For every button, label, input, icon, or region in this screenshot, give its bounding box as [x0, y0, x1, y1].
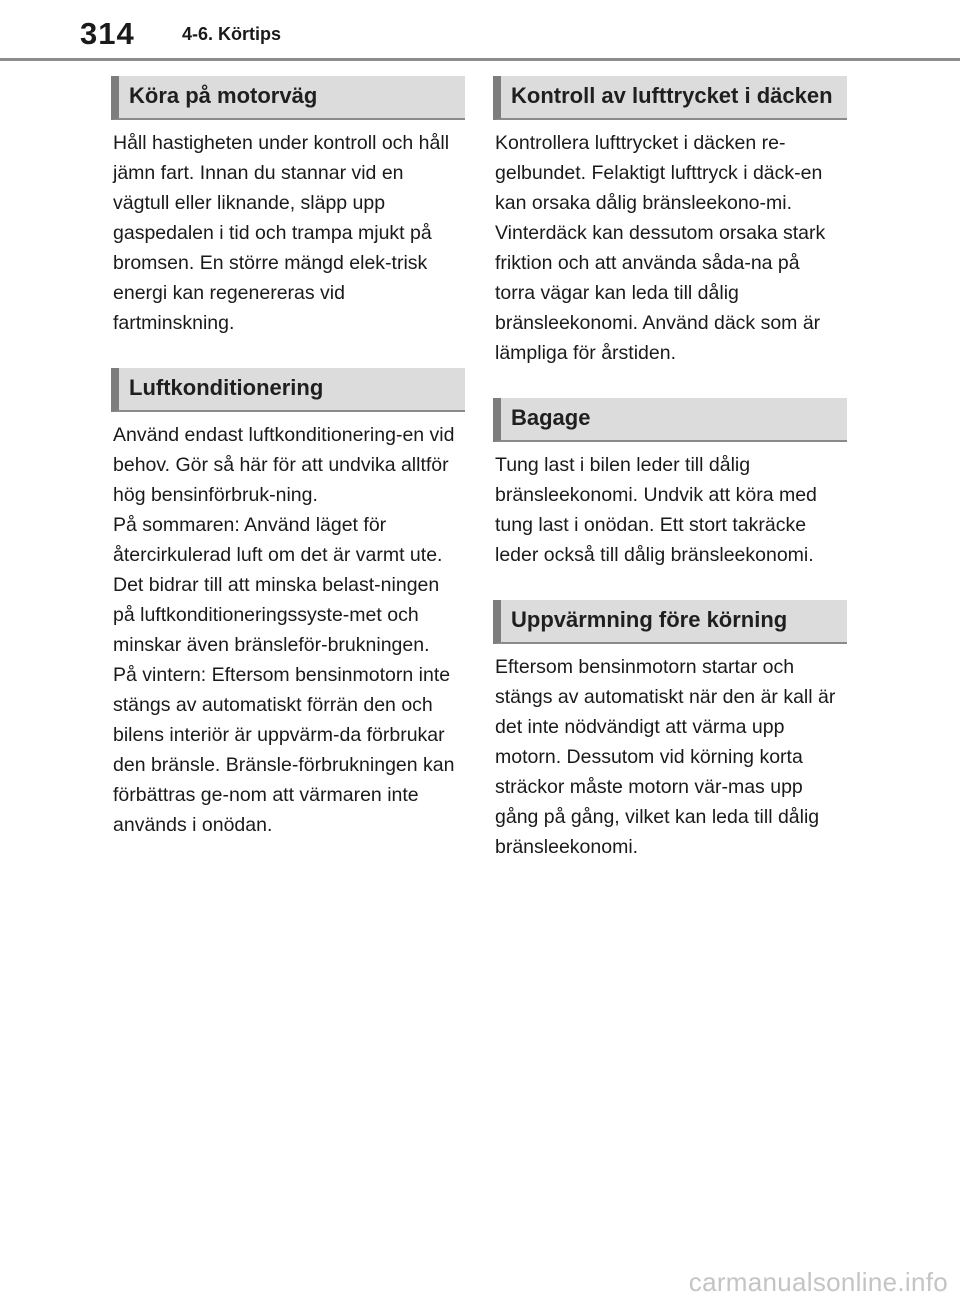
heading-luftkonditionering: Luftkonditionering: [111, 368, 465, 412]
left-column: [111, 76, 465, 840]
heading-bagage: Bagage: [493, 398, 847, 442]
body-luftkonditionering: [111, 420, 465, 840]
paragraph: Eftersom bensinmotorn startar och stängs av automatiskt när den är kall är det inte nödvändigt att värma upp motorn. Dessutom vid körning korta sträckor måste motorn vär-mas upp gång på gång, vilket kan leda till dålig bränsleekonomi.: [495, 656, 836, 858]
paragraph: Använd endast luftkonditionering-en vid behov. Gör så här för att undvika alltför hög bensinförbruk-ning.: [113, 424, 455, 506]
body-kontroll-av-lufttrycket: [493, 128, 847, 368]
watermark: carmanualsonline.info: [688, 1267, 948, 1297]
right-column: [493, 76, 847, 862]
paragraph: På sommaren: Använd läget för återcirkulerad luft om det är varmt ute. Det bidrar till att minska belast-ningen på luftkonditioneringssyste-met och minskar även bränsleför-brukningen.: [113, 514, 443, 656]
paragraph: Kontrollera lufttrycket i däcken re-gelbundet. Felaktigt lufttryck i däck-en kan orsaka dålig bränsleekono-mi.: [495, 132, 823, 214]
header-rule: [0, 58, 960, 61]
page-number: 314: [80, 16, 135, 51]
paragraph: På vintern: Eftersom bensinmotorn inte stängs av automatiskt förrän den och bilens interiör är uppvärm-da förbrukar den bränsle. Bränsle-förbrukningen kan förbättras ge-nom att värmaren inte används i onödan.: [113, 664, 455, 836]
body-kora-pa-motorvag: [111, 128, 465, 338]
heading-kora-pa-motorvag: Köra på motorväg: [111, 76, 465, 120]
heading-uppvarmning-fore-korning: Uppvärmning före körning: [493, 600, 847, 644]
paragraph: Vinterdäck kan dessutom orsaka stark friktion och att använda såda-na på torra vägar kan leda till dålig bränsleekonomi. Använd däck som är lämpliga för årstiden.: [495, 222, 826, 364]
body-uppvarmning-fore-korning: [493, 652, 847, 862]
body-bagage: [493, 450, 847, 570]
heading-kontroll-av-lufttrycket: Kontroll av lufttrycket i däcken: [493, 76, 847, 120]
paragraph: Tung last i bilen leder till dålig bränsleekonomi. Undvik att köra med tung last i onödan. Ett stort takräcke leder också till dålig bränsleekonomi.: [495, 454, 817, 566]
paragraph: Håll hastigheten under kontroll och håll jämn fart. Innan du stannar vid en vägtull eller liknande, släpp upp gaspedalen i tid och trampa mjukt på bromsen. En större mängd elek-trisk energi kan regenereras vid fartminskning.: [113, 132, 450, 334]
section-label: 4-6. Körtips: [182, 24, 282, 44]
